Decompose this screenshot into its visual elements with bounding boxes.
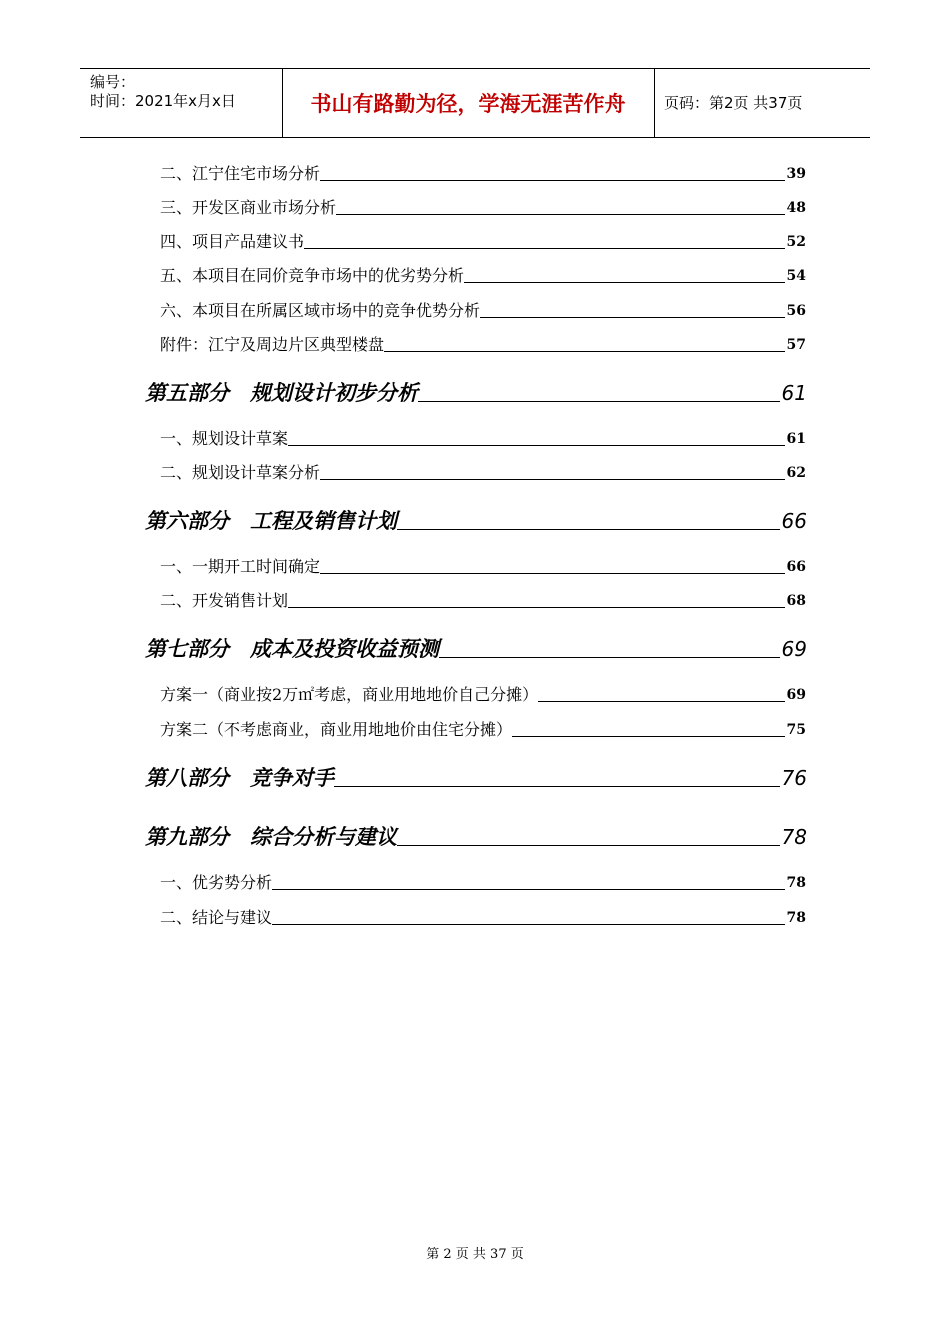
- toc-section-page: 69: [781, 637, 807, 661]
- toc-entry-page: 57: [786, 337, 806, 353]
- toc-leader-line: [320, 478, 785, 480]
- toc-entry[interactable]: [160, 425, 806, 449]
- toc-leader-line: [439, 656, 780, 658]
- toc-section-title: 第九部分 综合分析与建议: [145, 825, 397, 849]
- toc-leader-line: [334, 785, 780, 787]
- toc-entry-title: 方案二（不考虑商业，商业用地地价由住宅分摊）: [160, 720, 513, 739]
- toc-entry-page: 39: [786, 166, 806, 182]
- toc-entry-page: 78: [786, 910, 806, 926]
- toc-section-title: 第六部分 工程及销售计划: [145, 509, 397, 533]
- toc-leader-line: [397, 528, 780, 530]
- toc-entry[interactable]: [160, 904, 806, 928]
- toc-entry-title: 二、结论与建议: [160, 908, 273, 927]
- toc-entry-page: 52: [786, 234, 806, 250]
- toc-entry-title: 四、项目产品建议书: [160, 232, 305, 251]
- toc-entry[interactable]: [160, 459, 806, 483]
- toc-entry-page: 69: [786, 687, 806, 703]
- document-number-label: 编号：: [90, 73, 136, 91]
- toc-leader-line: [336, 213, 785, 215]
- header-right-cell: [655, 69, 870, 137]
- toc-entry-title: 方案一（商业按2万㎡考虑，商业用地地价自己分摊）: [160, 685, 539, 704]
- toc-leader-line: [320, 572, 785, 574]
- toc-entry-title: 一、优劣势分析: [160, 873, 273, 892]
- toc-entry[interactable]: [160, 160, 806, 184]
- document-header: [80, 68, 870, 138]
- toc-leader-line: [464, 281, 785, 283]
- toc-entry-title: 二、江宁住宅市场分析: [160, 164, 321, 183]
- toc-entry-page: 75: [786, 722, 806, 738]
- header-left-cell: [80, 69, 283, 137]
- toc-leader-line: [512, 735, 785, 737]
- toc-section-page: 66: [781, 509, 807, 533]
- toc-entry-title: 二、规划设计草案分析: [160, 463, 321, 482]
- toc-entry-page: 61: [786, 431, 806, 447]
- toc-entry-page: 78: [786, 875, 806, 891]
- toc-entry[interactable]: [160, 587, 806, 611]
- toc-entry-title: 六、本项目在所属区域市场中的竞争优势分析: [160, 301, 481, 320]
- toc-section-page: 76: [781, 766, 807, 790]
- toc-section-title: 第五部分 规划设计初步分析: [145, 381, 418, 405]
- header-middle-cell: [282, 69, 655, 137]
- header-motto: 书山有路勤为径，学海无涯苦作舟: [310, 92, 626, 116]
- toc-section[interactable]: [145, 504, 807, 534]
- toc-entry[interactable]: [160, 869, 806, 893]
- toc-entry[interactable]: [160, 681, 806, 705]
- toc-section-title: 第七部分 成本及投资收益预测: [145, 637, 439, 661]
- toc-leader-line: [480, 316, 785, 318]
- toc-leader-line: [320, 179, 785, 181]
- toc-entry[interactable]: [160, 262, 806, 286]
- toc-entry[interactable]: [160, 297, 806, 321]
- document-time-label: 时间：2021年x月x日: [90, 92, 236, 110]
- toc-entry-title: 一、一期开工时间确定: [160, 557, 321, 576]
- toc-entry-title: 三、开发区商业市场分析: [160, 198, 337, 217]
- toc-entry[interactable]: [160, 331, 806, 355]
- toc-entry-title: 二、开发销售计划: [160, 591, 289, 610]
- toc-section[interactable]: [145, 820, 807, 850]
- toc-entry[interactable]: [160, 553, 806, 577]
- toc-entry-title: 一、规划设计草案: [160, 429, 289, 448]
- toc-section[interactable]: [145, 761, 807, 791]
- toc-entry-page: 48: [786, 200, 806, 216]
- toc-entry-page: 56: [786, 303, 806, 319]
- toc-leader-line: [538, 700, 785, 702]
- toc-section-title: 第八部分 竞争对手: [145, 766, 334, 790]
- toc-leader-line: [272, 888, 785, 890]
- toc-leader-line: [418, 400, 780, 402]
- toc-entry-page: 68: [786, 593, 806, 609]
- header-page-info: 页码：第2页 共37页: [664, 94, 803, 112]
- toc-leader-line: [288, 444, 785, 446]
- toc-entry-page: 66: [786, 559, 806, 575]
- toc-entry-title: 附件：江宁及周边片区典型楼盘: [160, 335, 385, 354]
- toc-leader-line: [397, 844, 780, 846]
- toc-section[interactable]: [145, 632, 807, 662]
- toc-leader-line: [384, 350, 785, 352]
- toc-section-page: 61: [781, 381, 807, 405]
- toc-leader-line: [288, 606, 785, 608]
- page-footer: 第 2 页 共 37 页: [426, 1247, 524, 1262]
- toc-entry-page: 62: [786, 465, 806, 481]
- toc-entry[interactable]: [160, 716, 806, 740]
- toc-leader-line: [304, 247, 785, 249]
- toc-entry-title: 五、本项目在同价竞争市场中的优劣势分析: [160, 266, 465, 285]
- toc-entry[interactable]: [160, 228, 806, 252]
- toc-entry-page: 54: [786, 268, 806, 284]
- toc-leader-line: [272, 923, 785, 925]
- toc-section-page: 78: [781, 825, 807, 849]
- toc-entry[interactable]: [160, 194, 806, 218]
- toc-section[interactable]: [145, 376, 807, 406]
